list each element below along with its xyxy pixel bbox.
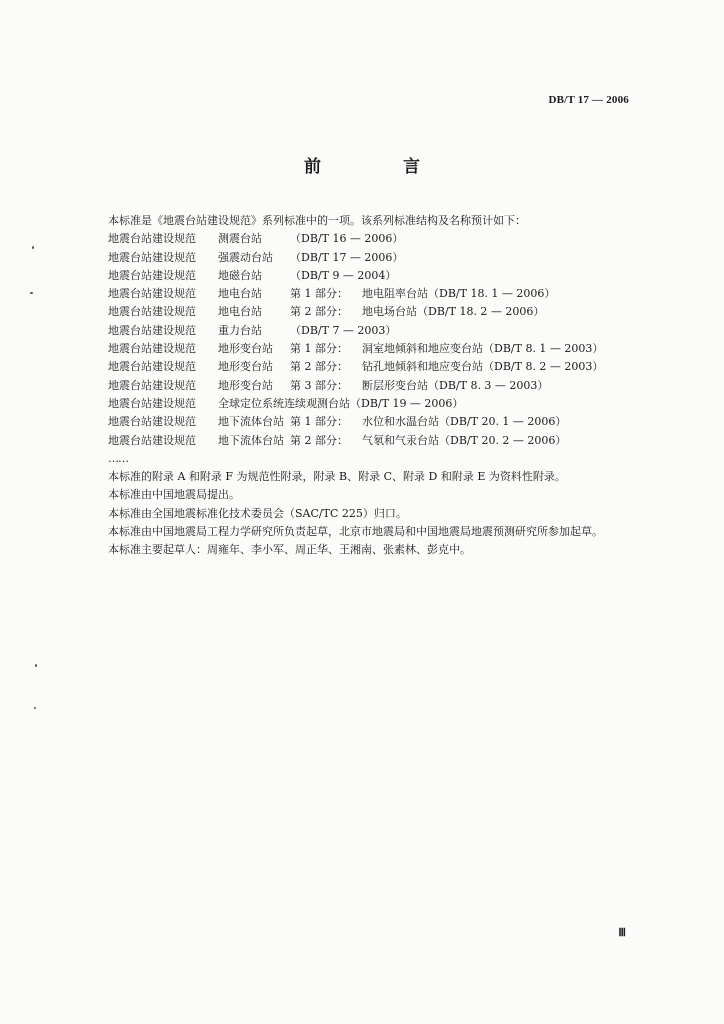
series-part-title: 断层形变台站（DB/T 8. 3 — 2003） [362,378,549,392]
series-standard-name: 地震台站建设规范 [108,396,196,410]
scan-speck [34,707,36,709]
series-standard-name: 地震台站建设规范 [108,378,196,392]
series-standard-name: 地震台站建设规范 [108,268,196,282]
series-part-title: 气氡和气汞台站（DB/T 20. 2 — 2006） [362,433,567,447]
series-part-title: 地电阻率台站（DB/T 18. 1 — 2006） [362,287,556,301]
series-station-type: 测震台站 [218,232,262,246]
series-item [84,285,640,303]
series-item [84,249,640,267]
intro-paragraph: 本标准是《地震台站建设规范》系列标准中的一项。该系列标准结构及名称预计如下： [108,214,526,227]
series-item [84,377,640,395]
series-part-title: （DB/T 16 — 2006） [290,232,404,246]
series-item [84,267,640,285]
page-number: Ⅲ [618,927,626,939]
series-standard-name: 地震台站建设规范 [108,305,196,319]
series-part-title: （DB/T 9 — 2004） [290,268,397,282]
series-item [84,303,640,321]
paragraph-proposer: 本标准由中国地震局提出。 [108,488,240,502]
series-part-title: 地电场台站（DB/T 18. 2 — 2006） [362,305,545,319]
series-station-type: 地下流体台站 [218,415,284,429]
series-part: 第 1 部分： [290,415,348,429]
series-list [84,230,640,450]
paragraph-drafting-org: 本标准由中国地震局工程力学研究所负责起草，北京市地震局和中国地震局地震预测研究所参加起草。 [108,525,603,539]
series-part: 第 2 部分： [290,360,348,374]
series-standard-name: 地震台站建设规范 [108,323,196,337]
series-part: 第 3 部分： [290,378,348,392]
series-item [84,230,640,248]
series-station-type: 地形变台站 [218,342,273,356]
paragraph-committee: 本标准由全国地震标准化技术委员会（SAC/TC 225）归口。 [108,506,407,520]
series-part-title: （DB/T 17 — 2006） [290,250,404,264]
series-station-type: 地电台站 [218,287,262,301]
series-part-title: 水位和水温台站（DB/T 20. 1 — 2006） [362,415,567,429]
scan-speck [35,664,37,667]
series-station-type: 强震动台站 [218,250,273,264]
series-standard-name: 地震台站建设规范 [108,415,196,429]
series-part: 第 2 部分： [290,305,348,319]
series-standard-name: 地震台站建设规范 [108,232,196,246]
series-standard-name: 地震台站建设规范 [108,360,196,374]
scan-speck [32,246,34,249]
series-part: 第 1 部分： [290,342,348,356]
series-station-type: 地磁台站 [218,268,262,282]
series-item [84,322,640,340]
series-item [84,358,640,376]
series-standard-name: 地震台站建设规范 [108,342,196,356]
series-station-type: 地形变台站 [218,360,273,374]
series-station-type: 重力台站 [218,323,262,337]
series-part-title: （DB/T 7 — 2003） [290,323,397,337]
document-code: DB/T 17 — 2006 [548,94,629,106]
paragraph-appendix: 本标准的附录 A 和附录 F 为规范性附录，附录 B、附录 C、附录 D 和附录 E 为资料性附录。 [108,470,566,484]
series-station-type: 地下流体台站 [218,433,284,447]
series-part: 第 1 部分： [290,287,348,301]
series-standard-name: 地震台站建设规范 [108,287,196,301]
series-part: 第 2 部分： [290,433,348,447]
series-part-title: 洞室地倾斜和地应变台站（DB/T 8. 1 — 2003） [362,342,604,356]
paragraph-drafters: 本标准主要起草人：周雍年、李小军、周正华、王湘南、张素林、彭克中。 [108,543,471,557]
series-item [84,395,640,413]
series-item [84,432,640,450]
page-title: 前 言 [304,157,458,177]
foreword-body [84,212,640,560]
series-ellipsis: …… [108,451,128,465]
series-item [84,340,640,358]
series-station-type: 地电台站 [218,305,262,319]
series-item [84,413,640,431]
series-standard-name: 地震台站建设规范 [108,250,196,264]
series-station-type: 地形变台站 [218,378,273,392]
series-station-type: 全球定位系统连续观测台站（DB/T 19 — 2006） [218,396,464,410]
series-part-title: 钻孔地倾斜和地应变台站（DB/T 8. 2 — 2003） [362,360,604,374]
series-standard-name: 地震台站建设规范 [108,433,196,447]
scan-speck [30,292,33,294]
